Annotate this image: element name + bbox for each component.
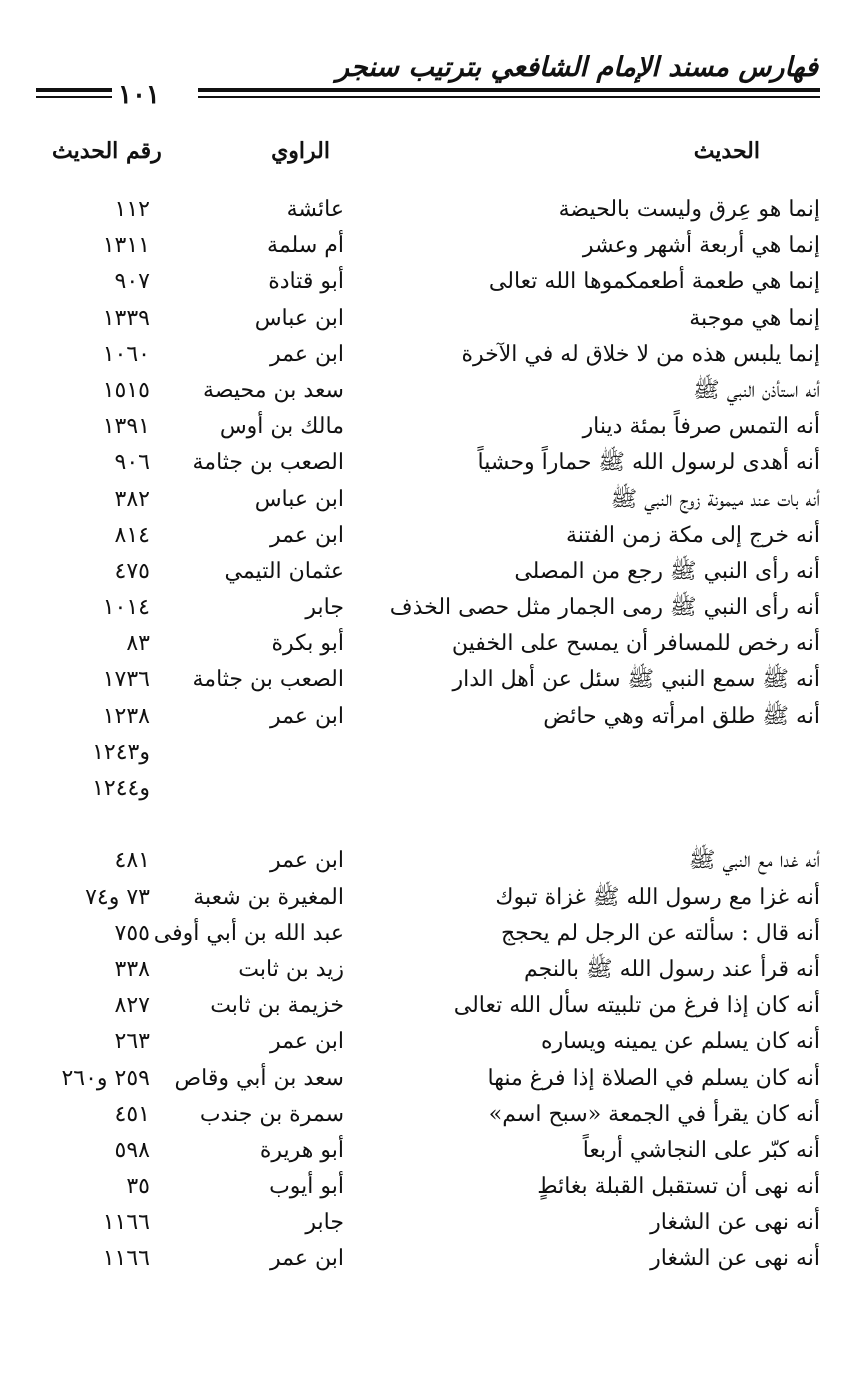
hadith-text: أنه كان إذا فرغ من تلبيته سأل الله تعالى	[453, 993, 820, 1019]
hadith-number: ٢٦٣	[114, 1029, 150, 1055]
table-row	[0, 880, 850, 916]
table-row	[0, 952, 850, 988]
page-number: ١٠١	[118, 80, 160, 110]
narrator-name: جابر	[305, 595, 344, 621]
table-row	[0, 988, 850, 1024]
hadith-text: أنه ﷺ سمع النبي ﷺ سئل عن أهل الدار	[452, 667, 820, 693]
table-row	[0, 771, 850, 807]
hadith-text: أنه رأى النبي ﷺ رمى الجمار مثل حصى الخذف	[389, 595, 820, 621]
header-rule-thin-right	[198, 96, 820, 98]
narrator-name: عبد الله بن أبي أوفى	[153, 920, 344, 946]
hadith-number: ١١٦٦	[102, 1210, 150, 1236]
narrator-name: ابن عباس	[254, 486, 344, 512]
hadith-number: ٤٨١	[114, 848, 150, 874]
table-row	[0, 735, 850, 771]
hadith-number: ١٣٩١	[102, 414, 150, 440]
narrator-name: خزيمة بن ثابت	[210, 993, 344, 1019]
hadith-text: إنما هي طعمة أطعمكموها الله تعالى	[488, 269, 820, 295]
hadith-number: ٤٧٥	[114, 558, 150, 584]
hadith-number: ١٣٣٩	[102, 305, 150, 331]
narrator-name: ابن عمر	[270, 1029, 344, 1055]
hadith-text: إنما هي موجبة	[689, 305, 820, 331]
header-rule-thin-left	[36, 96, 112, 98]
narrator-name: أبو هريرة	[259, 1137, 344, 1163]
narrator-name: أبو بكرة	[271, 631, 344, 657]
narrator-name: الصعب بن جثامة	[192, 450, 344, 476]
narrator-name: أبو أيوب	[269, 1174, 344, 1200]
hadith-text: إنما هي أربعة أشهر وعشر	[582, 233, 820, 259]
narrator-name: ابن عمر	[270, 1246, 344, 1272]
hadith-number: و١٢٤٣	[92, 739, 150, 765]
hadith-number: ١١٢	[114, 197, 150, 222]
hadith-text: أنه كبّر على النجاشي أربعاً	[582, 1137, 820, 1163]
hadith-text: أنه كان يقرأ في الجمعة «سبح اسم»	[488, 1101, 820, 1127]
hadith-number: ١٢٣٨	[102, 703, 150, 729]
table-row	[0, 482, 850, 518]
hadith-text: أنه نهى عن الشغار	[650, 1210, 820, 1236]
narrator-name: ابن عمر	[270, 522, 344, 548]
hadith-text: أنه التمس صرفاً بمئة دينار	[582, 414, 820, 440]
header-rule-thick-right	[198, 88, 820, 92]
hadith-number: ١٠١٤	[102, 595, 150, 621]
narrator-name: عثمان التيمي	[224, 558, 344, 584]
hadith-number: ١٣١١	[102, 233, 150, 259]
hadith-number: ٧٣ و٧٤	[85, 884, 150, 910]
table-row	[0, 590, 850, 626]
table-row	[0, 373, 850, 409]
narrator-name: سمرة بن جندب	[199, 1101, 344, 1127]
index-table	[0, 192, 850, 1278]
table-row	[0, 807, 850, 843]
narrator-name: أم سلمة	[267, 233, 344, 259]
table-row	[0, 301, 850, 337]
narrator-name: جابر	[305, 1210, 344, 1236]
hadith-text: أنه قال : سألته عن الرجل لم يحجج	[500, 920, 820, 946]
table-row	[0, 445, 850, 481]
narrator-name: أبو قتادة	[268, 269, 344, 295]
narrator-name: ابن عمر	[270, 703, 344, 729]
narrator-name: ابن عمر	[270, 848, 344, 874]
hadith-text: أنه ﷺ طلق امرأته وهي حائض	[543, 703, 820, 729]
hadith-number: ٥٩٨	[114, 1137, 150, 1163]
hadith-number: ٣٥	[126, 1174, 150, 1200]
hadith-number: ٤٥١	[114, 1101, 150, 1127]
table-row	[0, 1169, 850, 1205]
hadith-number: ٣٨٢	[114, 486, 150, 512]
narrator-name: المغيرة بن شعبة	[193, 884, 344, 910]
hadith-number: ٧٥٥	[114, 920, 150, 946]
hadith-text: أنه نهى عن الشغار	[650, 1246, 820, 1272]
hadith-number: ١٧٣٦	[102, 667, 150, 693]
column-header-hadith: الحديث	[693, 138, 760, 164]
table-row	[0, 337, 850, 373]
hadith-text: أنه خرج إلى مكة زمن الفتنة	[566, 522, 820, 548]
running-header-title: فهارس مسند الإمام الشافعي بترتيب سنجر	[335, 52, 818, 83]
column-header-rawi: الراوي	[271, 138, 330, 164]
hadith-text: أنه أهدى لرسول الله ﷺ حماراً وحشياً	[477, 450, 820, 476]
table-row	[0, 916, 850, 952]
hadith-text: أنه رأى النبي ﷺ رجع من المصلى	[514, 558, 820, 584]
table-row	[0, 662, 850, 698]
narrator-name: ابن عباس	[254, 305, 344, 331]
table-row	[0, 699, 850, 735]
table-row	[0, 409, 850, 445]
hadith-number: ١٠٦٠	[102, 341, 150, 367]
narrator-name: ابن عمر	[270, 341, 344, 367]
hadith-text: أنه كان يسلم عن يمينه ويساره	[540, 1029, 820, 1055]
narrator-name: سعد بن محيصة	[203, 377, 344, 403]
hadith-text: أنه قرأ عند رسول الله ﷺ بالنجم	[524, 956, 820, 982]
table-row	[0, 626, 850, 662]
hadith-text: أنه استأذن النبي ﷺ	[693, 377, 820, 403]
table-row	[0, 1133, 850, 1169]
hadith-number: ٨٣	[126, 631, 150, 657]
hadith-number: ٨٢٧	[114, 993, 150, 1019]
hadith-number: ١٥١٥	[102, 377, 150, 403]
hadith-number: ٩٠٧	[114, 269, 150, 295]
table-row	[0, 1205, 850, 1241]
table-row	[0, 554, 850, 590]
header-rule-thick-left	[36, 88, 112, 92]
hadith-text: أنه غزا مع رسول الله ﷺ غزاة تبوك	[495, 884, 820, 910]
hadith-text: إنما يلبس هذه من لا خلاق له في الآخرة	[461, 341, 820, 367]
narrator-name: سعد بن أبي وقاص	[174, 1065, 344, 1091]
hadith-number: و١٢٤٤	[92, 776, 150, 801]
hadith-text: أنه بات عند ميمونة زوج النبي ﷺ	[610, 486, 820, 512]
narrator-name: زيد بن ثابت	[238, 956, 344, 982]
hadith-text: إنما هو عِرق وليست بالحيضة	[558, 197, 820, 222]
narrator-name: مالك بن أوس	[219, 414, 344, 440]
table-row	[0, 1061, 850, 1097]
hadith-number: ٢٥٩ و٢٦٠	[61, 1065, 150, 1091]
narrator-name: الصعب بن جثامة	[192, 667, 344, 693]
table-row	[0, 192, 850, 228]
table-row	[0, 1097, 850, 1133]
table-row	[0, 843, 850, 879]
hadith-text: أنه غدا مع النبي ﷺ	[688, 848, 820, 874]
hadith-number: ٩٠٦	[114, 450, 150, 476]
table-row	[0, 1241, 850, 1277]
hadith-text: أنه كان يسلم في الصلاة إذا فرغ منها	[487, 1065, 820, 1091]
hadith-number: ٨١٤	[114, 522, 150, 548]
hadith-text: أنه رخص للمسافر أن يمسح على الخفين	[451, 631, 820, 657]
table-row	[0, 518, 850, 554]
table-row	[0, 264, 850, 300]
hadith-text: أنه نهى أن تستقبل القبلة بغائطٍ	[537, 1174, 820, 1200]
narrator-name: عائشة	[286, 197, 344, 222]
hadith-number: ٣٣٨	[114, 956, 150, 982]
table-row	[0, 228, 850, 264]
hadith-number: ١١٦٦	[102, 1246, 150, 1272]
column-header-number: رقم الحديث	[52, 138, 162, 164]
table-row	[0, 1024, 850, 1060]
